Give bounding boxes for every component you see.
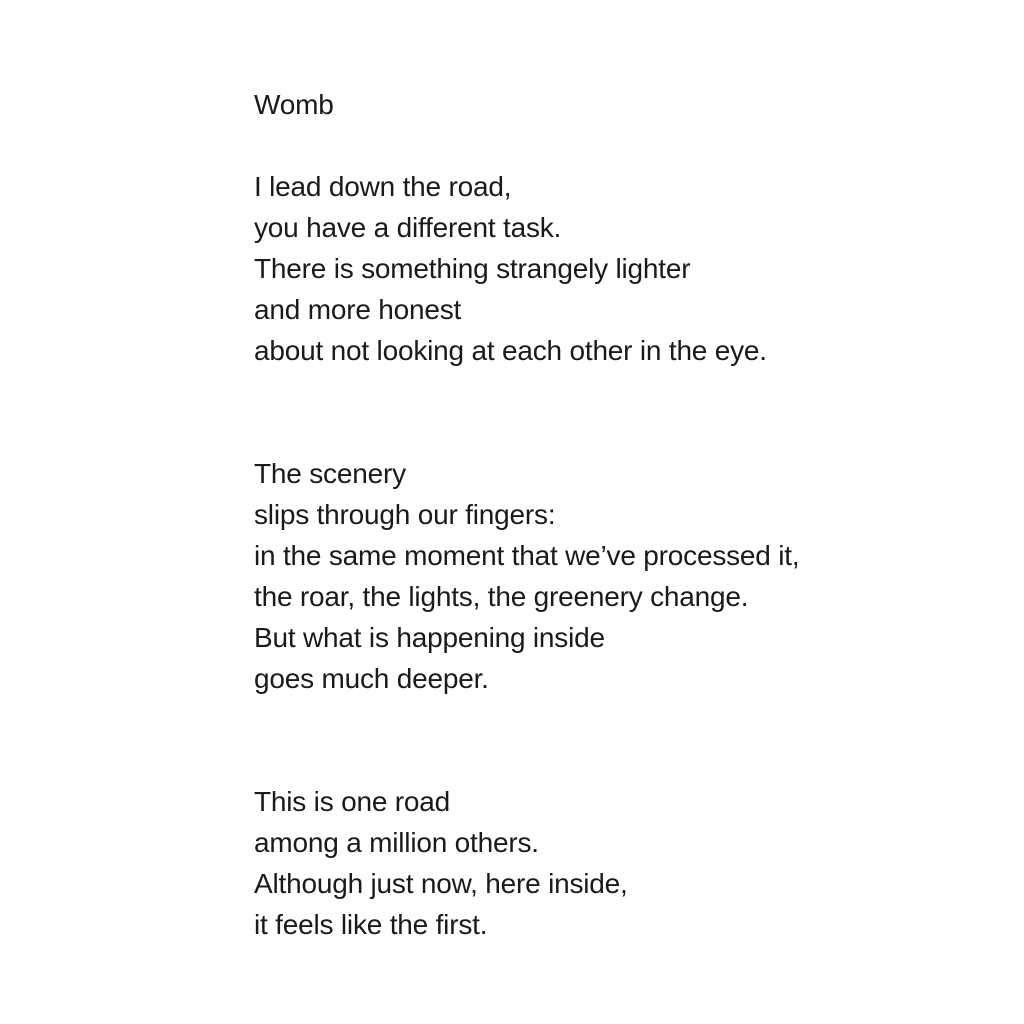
poem-line: it feels like the first. <box>254 909 488 940</box>
stanza-3 <box>254 781 1004 945</box>
stanza-1 <box>254 166 1004 371</box>
poem-line: among a million others. <box>254 827 539 858</box>
poem-line: The scenery <box>254 458 406 489</box>
poem-line: goes much deeper. <box>254 663 489 694</box>
stanza-2 <box>254 453 1004 699</box>
poem-line: about not looking at each other in the eye. <box>254 335 767 366</box>
poem-line: the roar, the lights, the greenery change. <box>254 581 749 612</box>
poem-line: But what is happening inside <box>254 622 605 653</box>
poem-line: I lead down the road, <box>254 171 512 202</box>
poem-line: slips through our fingers: <box>254 499 556 530</box>
poem-line: and more honest <box>254 294 462 325</box>
poem-line: you have a different task. <box>254 212 562 243</box>
poem-line: This is one road <box>254 786 451 817</box>
poem-line: There is something strangely lighter <box>254 253 691 284</box>
poem-title: Womb <box>254 89 334 120</box>
poem <box>254 84 1004 945</box>
poem-line: Although just now, here inside, <box>254 868 628 899</box>
poem-line: in the same moment that we’ve processed it, <box>254 540 800 571</box>
